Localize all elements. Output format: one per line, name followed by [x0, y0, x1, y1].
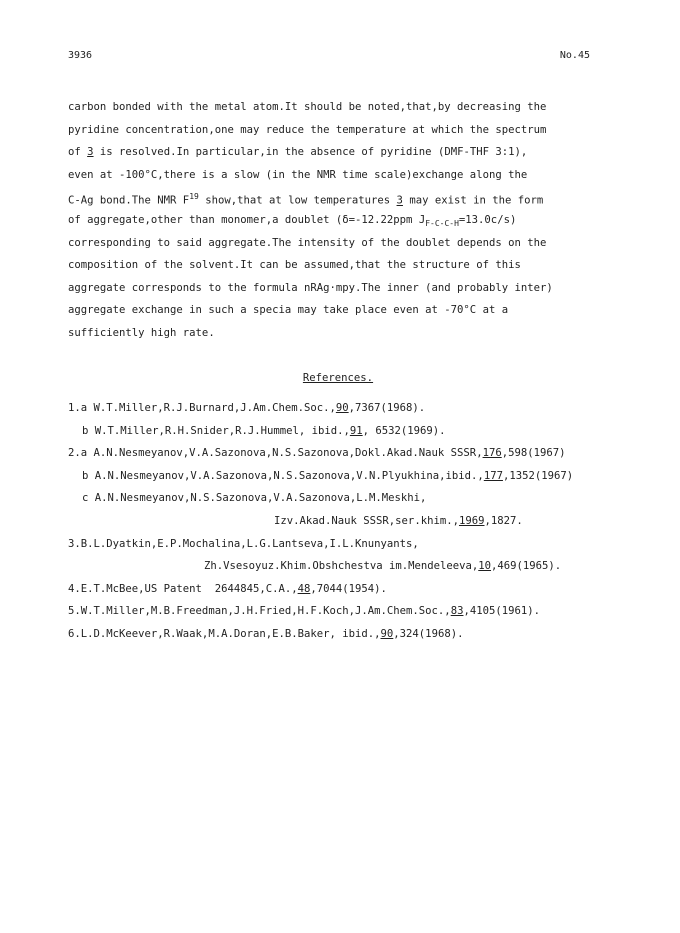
ref-text: Zh.Vsesoyuz.Khim.Obshchestva im.Mendeleeva,: [204, 560, 479, 573]
subscript: F-C-C-H: [425, 219, 459, 229]
ref-text: c A.N.Nesmeyanov,N.S.Sazonova,V.A.Sazonova,L.M.Meskhi,: [82, 492, 427, 505]
ref-text: ,598(1967): [501, 447, 566, 460]
text-line: composition of the solvent.It can be assumed,that the structure of this: [68, 259, 521, 272]
reference-item: [68, 487, 628, 510]
ref-text: ,469(1965).: [491, 560, 562, 573]
ref-volume: 90: [335, 402, 349, 414]
reference-item: [68, 600, 628, 623]
text-fragment: is resolved.In particular,in the absence of pyridine (DMF-THF 3:1),: [93, 146, 528, 159]
ref-text: ,4105(1961).: [463, 605, 540, 618]
text-line: aggregate corresponds to the formula nRAg·mpy.The inner (and probably inter): [68, 281, 553, 294]
ref-text: ,1352(1967): [502, 469, 574, 482]
text-fragment: of: [68, 146, 88, 159]
ref-text: , 6532(1969).: [362, 424, 446, 437]
text-line: [68, 209, 608, 232]
ref-text: 2.a A.N.Nesmeyanov,V.A.Sazonova,N.S.Sazonova,Dokl.Akad.Nauk SSSR,: [68, 447, 483, 460]
reference-item: [68, 397, 628, 420]
ref-volume: 10: [478, 560, 492, 573]
text-line: aggregate exchange in such a specia may take place even at -70°C at a: [68, 304, 509, 317]
ref-text: ,1827.: [484, 514, 523, 527]
reference-item-continued: [68, 510, 628, 533]
reference-item: [68, 420, 628, 443]
ref-volume: 176: [482, 447, 502, 460]
reference-item: [68, 578, 628, 601]
ref-text: Izv.Akad.Nauk SSSR,ser.khim.,: [274, 514, 459, 527]
ref-text: 4.E.T.McBee,US Patent 2644845,C.A.,: [68, 582, 298, 595]
text-fragment: C-Ag bond.The NMR F: [68, 194, 190, 207]
reference-item: [68, 442, 628, 465]
compound-number: 3: [396, 194, 403, 207]
ref-volume: 91: [349, 424, 363, 437]
text-fragment: show,that at low temperatures: [198, 194, 397, 207]
ref-text: 5.W.T.Miller,M.B.Freedman,J.H.Fried,H.F.Koch,J.Am.Chem.Soc.,: [68, 605, 451, 618]
reference-item-continued: [68, 555, 628, 578]
reference-item: [68, 465, 628, 488]
ref-volume: 90: [380, 627, 394, 640]
ref-volume: 48: [297, 582, 311, 595]
compound-number: 3: [87, 146, 94, 159]
ref-text: 6.L.D.McKeever,R.Waak,M.A.Doran,E.B.Baker, ibid.,: [68, 627, 381, 640]
text-line: [68, 186, 608, 209]
text-line: pyridine concentration,one may reduce the temperature at which the spectrum: [68, 123, 547, 136]
ref-text: b A.N.Nesmeyanov,V.A.Sazonova,N.S.Sazonova,V.N.Plyukhina,ibid.,: [82, 469, 484, 482]
references-section: [68, 367, 628, 646]
ref-text: ,324(1968).: [393, 627, 464, 640]
journal-issue-number: No.45: [559, 50, 590, 61]
reference-item: [68, 623, 628, 646]
delta-symbol: δ: [342, 213, 349, 226]
ref-text: 3.B.L.Dyatkin,E.P.Mochalina,L.G.Lantseva,I.L.Knunyants,: [68, 537, 419, 550]
ref-volume: 177: [483, 469, 503, 482]
ref-text: 1.a W.T.Miller,R.J.Burnard,J.Am.Chem.Soc.,: [68, 402, 336, 414]
ref-volume: 1969: [458, 514, 485, 527]
references-heading: References.: [302, 372, 374, 384]
page-number: 3936: [68, 50, 93, 61]
ref-volume: 83: [450, 605, 464, 618]
text-fragment: of aggregate,other than monomer,a doublet (: [68, 213, 343, 226]
text-line: corresponding to said aggregate.The intensity of the doublet depends on the: [68, 236, 547, 249]
text-fragment: =13.0c/s): [458, 213, 517, 226]
text-line: sufficiently high rate.: [68, 326, 215, 339]
text-fragment: =-12.22ppm J: [348, 213, 426, 226]
text-line: [68, 141, 608, 164]
superscript: 19: [189, 192, 199, 202]
ref-text: ,7367(1968).: [348, 402, 426, 414]
reference-item: [68, 533, 628, 556]
text-fragment: may exist in the form: [402, 194, 544, 207]
text-line: carbon bonded with the metal atom.It should be noted,that,by decreasing the: [68, 101, 547, 113]
ref-text: b W.T.Miller,R.H.Snider,R.J.Hummel, ibid.,: [82, 424, 350, 437]
ref-text: ,7044(1954).: [310, 582, 387, 595]
text-line: even at -100°C,there is a slow (in the NMR time scale)exchange along the: [68, 168, 528, 181]
body-paragraph: [68, 96, 608, 345]
